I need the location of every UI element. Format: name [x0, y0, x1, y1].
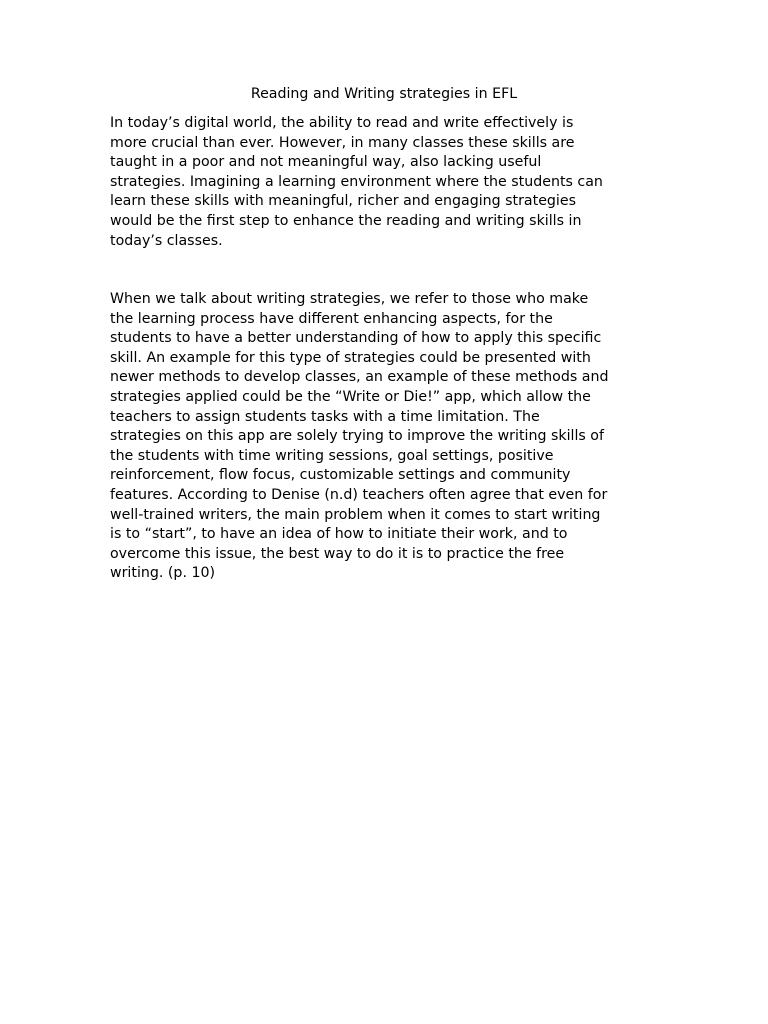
- paragraph-line: students to have a better understanding of how to apply this specific: [110, 330, 602, 347]
- paragraph-line: more crucial than ever. However, in many classes these skills are: [110, 134, 575, 151]
- paragraph-line: strategies applied could be the “Write or Die!” app, which allow the: [110, 388, 591, 405]
- paragraph-intro: [110, 114, 670, 251]
- paragraph-line: features. According to Denise (n.d) teachers often agree that even for: [110, 486, 608, 503]
- paragraph-line: is to “start”, to have an idea of how to initiate their work, and to: [110, 526, 568, 543]
- paragraph-line: taught in a poor and not meaningful way, also lacking useful: [110, 154, 542, 171]
- paragraph-line: teachers to assign students tasks with a time limitation. The: [110, 408, 540, 425]
- paragraph-line: the learning process have different enhancing aspects, for the: [110, 310, 553, 327]
- paragraph-line: strategies on this app are solely trying to improve the writing skills of: [110, 428, 604, 445]
- paragraph-line: the students with time writing sessions, goal settings, positive: [110, 447, 554, 464]
- paragraph-line: newer methods to develop classes, an example of these methods and: [110, 369, 609, 386]
- paragraph-line: today’s classes.: [110, 232, 223, 249]
- paragraph-writing-strategies: [110, 290, 670, 584]
- paragraph-line: overcome this issue, the best way to do it is to practice the free: [110, 545, 565, 562]
- paragraph-line: would be the first step to enhance the reading and writing skills in: [110, 212, 582, 229]
- paragraph-line: In today’s digital world, the ability to read and write effectively is: [110, 115, 574, 131]
- paragraph-line: strategies. Imagining a learning environment where the students can: [110, 173, 603, 190]
- paragraph-line: When we talk about writing strategies, we refer to those who make: [110, 291, 589, 307]
- paragraph-line: reinforcement, flow focus, customizable settings and community: [110, 467, 571, 484]
- document-title: Reading and Writing strategies in EFL: [250, 86, 518, 102]
- paragraph-line: well-trained writers, the main problem when it comes to start writing: [110, 506, 601, 523]
- paragraph-line: writing. (p. 10): [110, 565, 216, 582]
- paragraph-line: skill. An example for this type of strategies could be presented with: [110, 349, 591, 366]
- paragraph-line: learn these skills with meaningful, richer and engaging strategies: [110, 193, 576, 210]
